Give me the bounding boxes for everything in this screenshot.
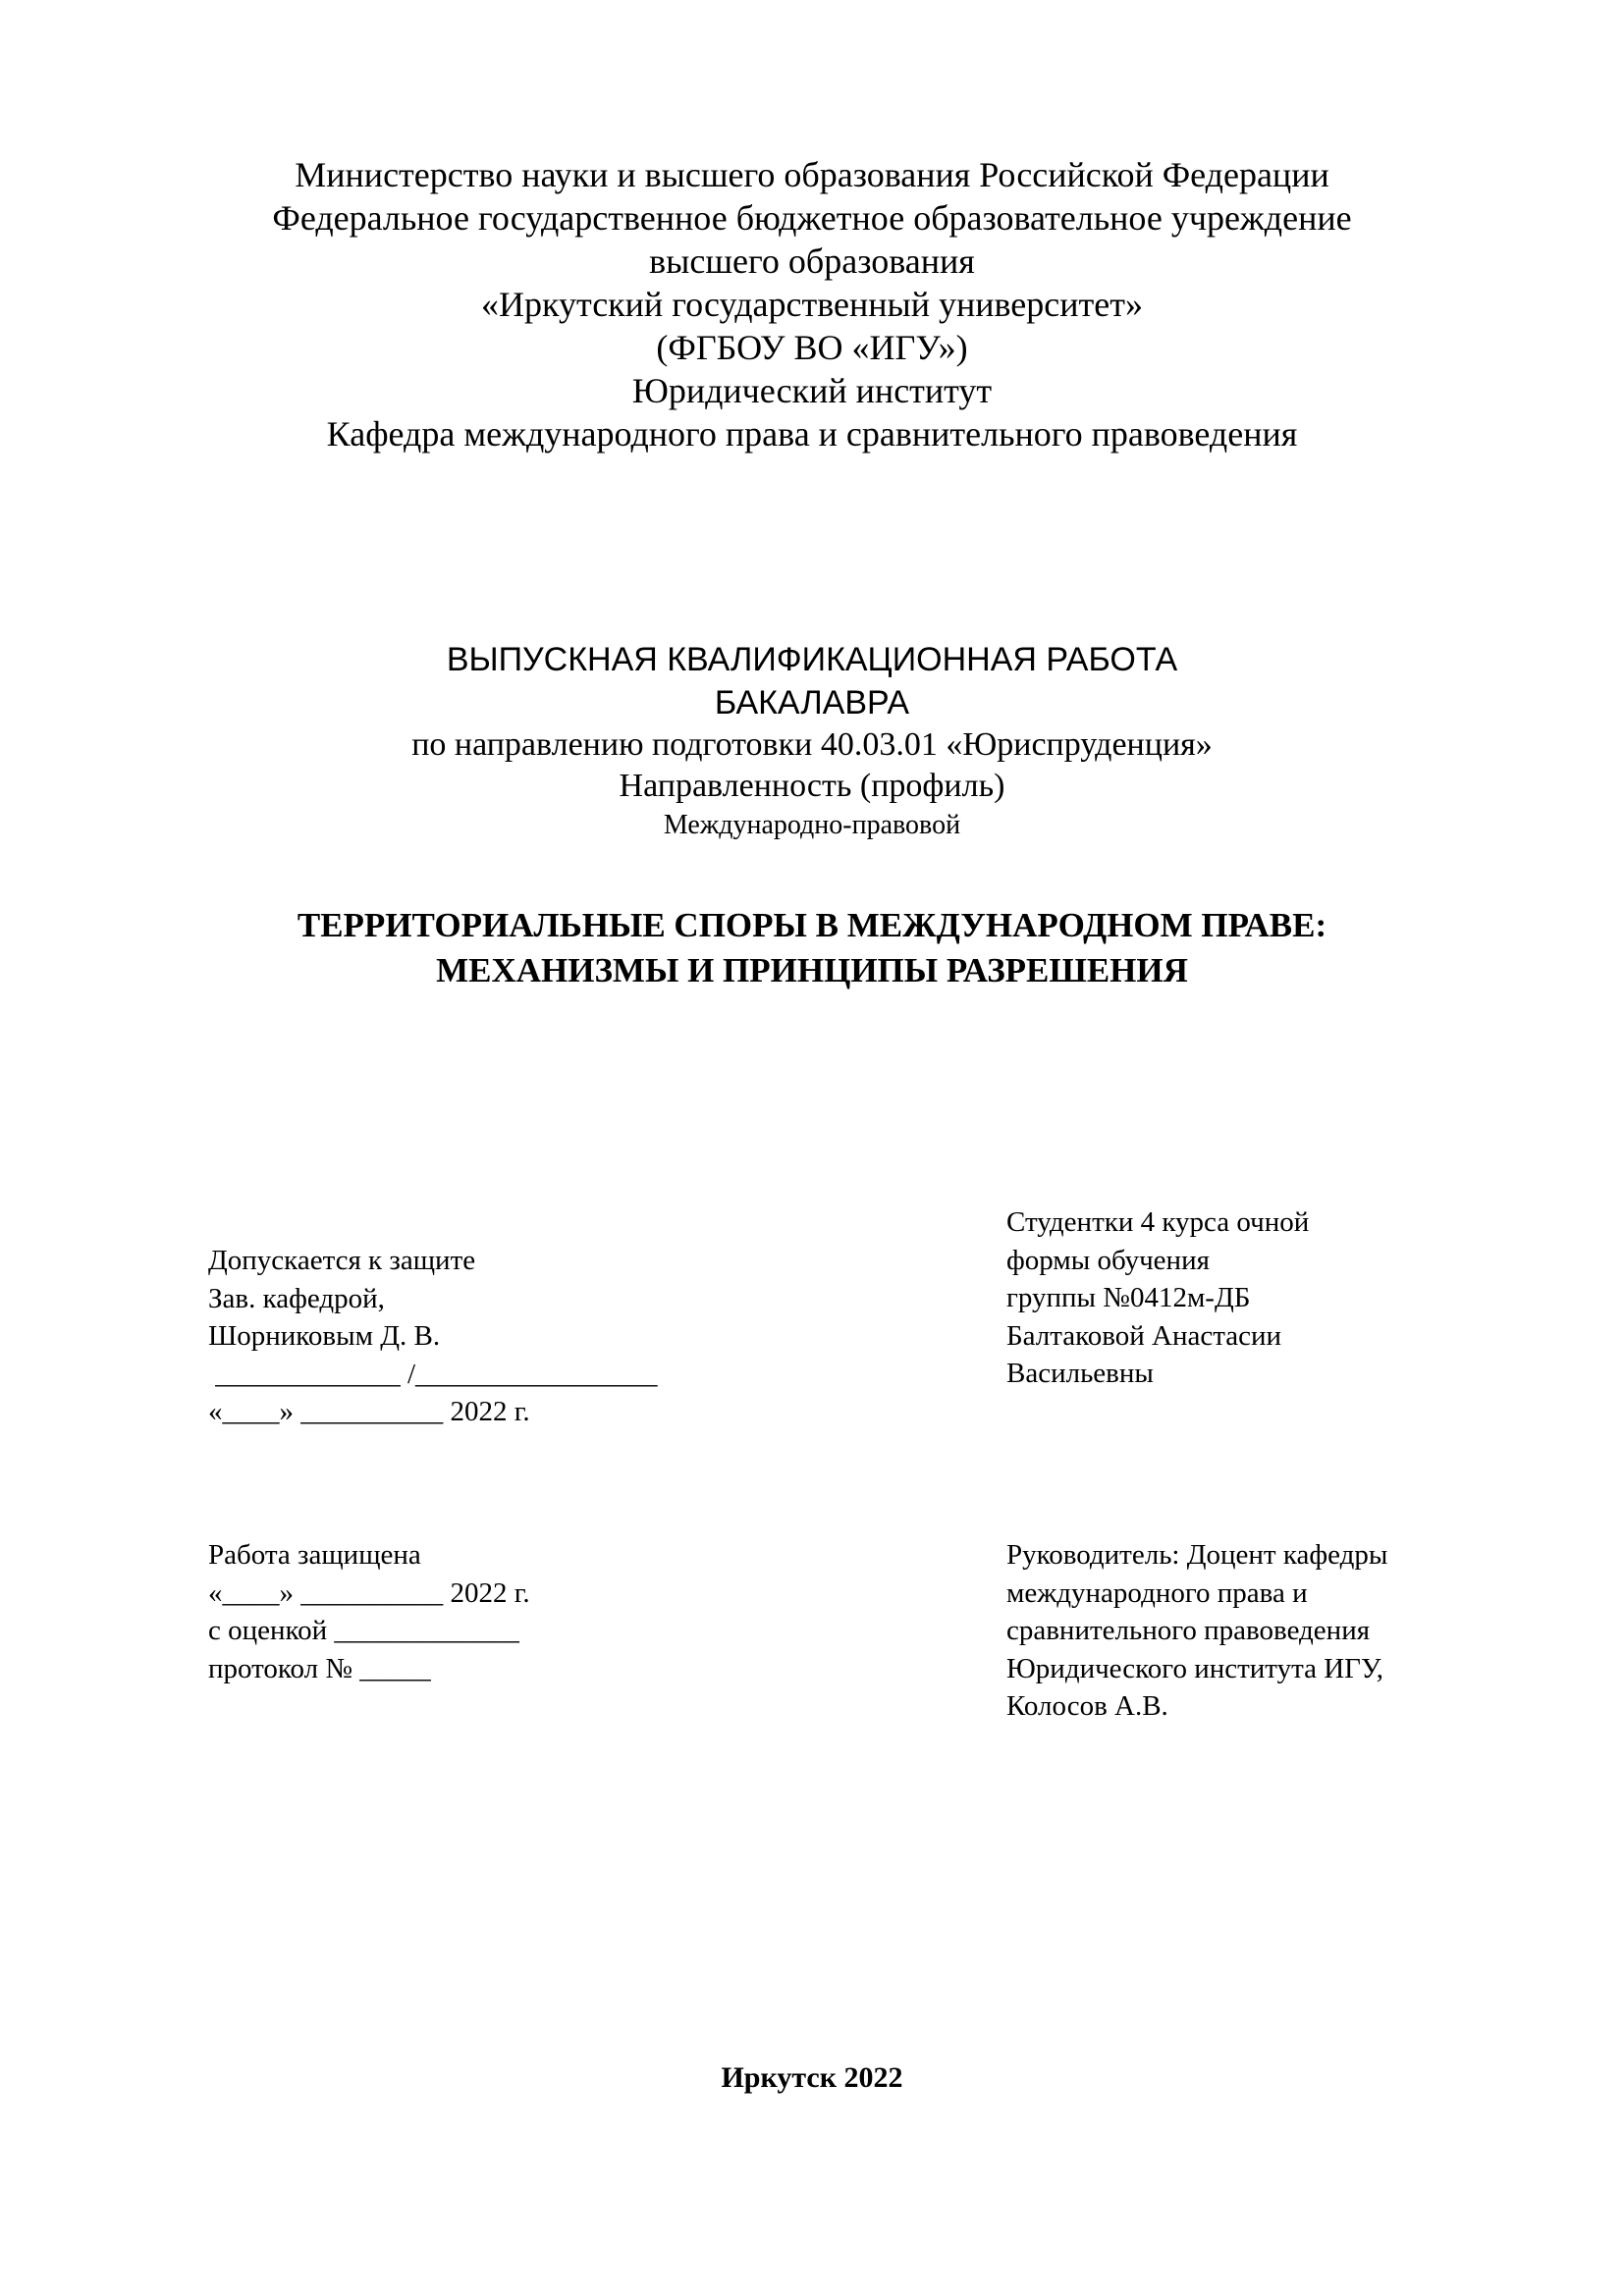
student-course-line: Студентки 4 курса очной [1006, 1206, 1310, 1238]
university-name-line: «Иркутский государственный университет» [481, 285, 1143, 324]
institution-header [0, 153, 1624, 455]
admission-block [208, 1242, 658, 1431]
head-of-department-name: Шорниковым Д. В. [208, 1320, 441, 1352]
supervisor-block [1006, 1536, 1387, 1726]
admission-date-line: «____» __________ 2022 г. [208, 1396, 530, 1427]
supervisor-title-line: Руководитель: Доцент кафедры [1006, 1539, 1388, 1571]
student-name-line-2: Васильевны [1006, 1358, 1154, 1389]
education-level-line: высшего образования [649, 241, 975, 281]
defense-grade-line: с оценкой _____________ [208, 1615, 519, 1646]
supervisor-institute-line: Юридического института ИГУ, [1006, 1652, 1383, 1684]
department-line: Кафедра международного права и сравнительного правоведения [326, 414, 1298, 454]
thesis-type-line-1: ВЫПУСКНАЯ КВАЛИФИКАЦИОННАЯ РАБОТА [446, 641, 1178, 678]
thesis-title-line-1: ТЕРРИТОРИАЛЬНЫЕ СПОРЫ В МЕЖДУНАРОДНОМ ПРАВЕ: [297, 906, 1327, 944]
thesis-type-line-2: БАКАЛАВРА [714, 684, 910, 721]
student-study-form-line: формы обучения [1006, 1244, 1210, 1276]
institution-type-line: Федеральное государственное бюджетное образовательное учреждение [272, 198, 1352, 238]
defense-block [208, 1536, 530, 1687]
thesis-type-block [0, 638, 1624, 844]
city-year-footer [0, 2058, 1624, 2098]
thesis-title [0, 903, 1624, 993]
student-block [1006, 1203, 1309, 1393]
signature-line: _____________ /_________________ [208, 1358, 658, 1390]
defense-date-line: «____» __________ 2022 г. [208, 1576, 530, 1609]
admission-label: Допускается к защите [208, 1245, 476, 1276]
supervisor-dept-line-2: сравнительного правоведения [1006, 1615, 1371, 1646]
student-name-line-1: Балтаковой Анастасии [1006, 1319, 1282, 1352]
profile-value: Международно-правовой [663, 810, 961, 840]
supervisor-dept-line-1: международного права и [1006, 1576, 1308, 1609]
defense-label: Работа защищена [208, 1539, 421, 1571]
supervisor-name: Колосов А.В. [1006, 1690, 1168, 1722]
profile-label: Направленность (профиль) [619, 768, 1005, 804]
university-abbrev-line: (ФГБОУ ВО «ИГУ») [656, 328, 968, 367]
city-year: Иркутск 2022 [721, 2061, 903, 2094]
student-group-line: группы №0412м-ДБ [1006, 1282, 1251, 1313]
ministry-line: Министерство науки и высшего образования Российской Федерации [295, 155, 1329, 194]
institute-line: Юридический институт [631, 371, 993, 410]
direction-line: по направлению подготовки 40.03.01 «Юриспруденция» [411, 726, 1213, 763]
defense-protocol-line: протокол № _____ [208, 1652, 431, 1684]
thesis-title-line-2: МЕХАНИЗМЫ И ПРИНЦИПЫ РАЗРЕШЕНИЯ [436, 951, 1188, 989]
head-of-department-label: Зав. кафедрой, [208, 1282, 385, 1314]
